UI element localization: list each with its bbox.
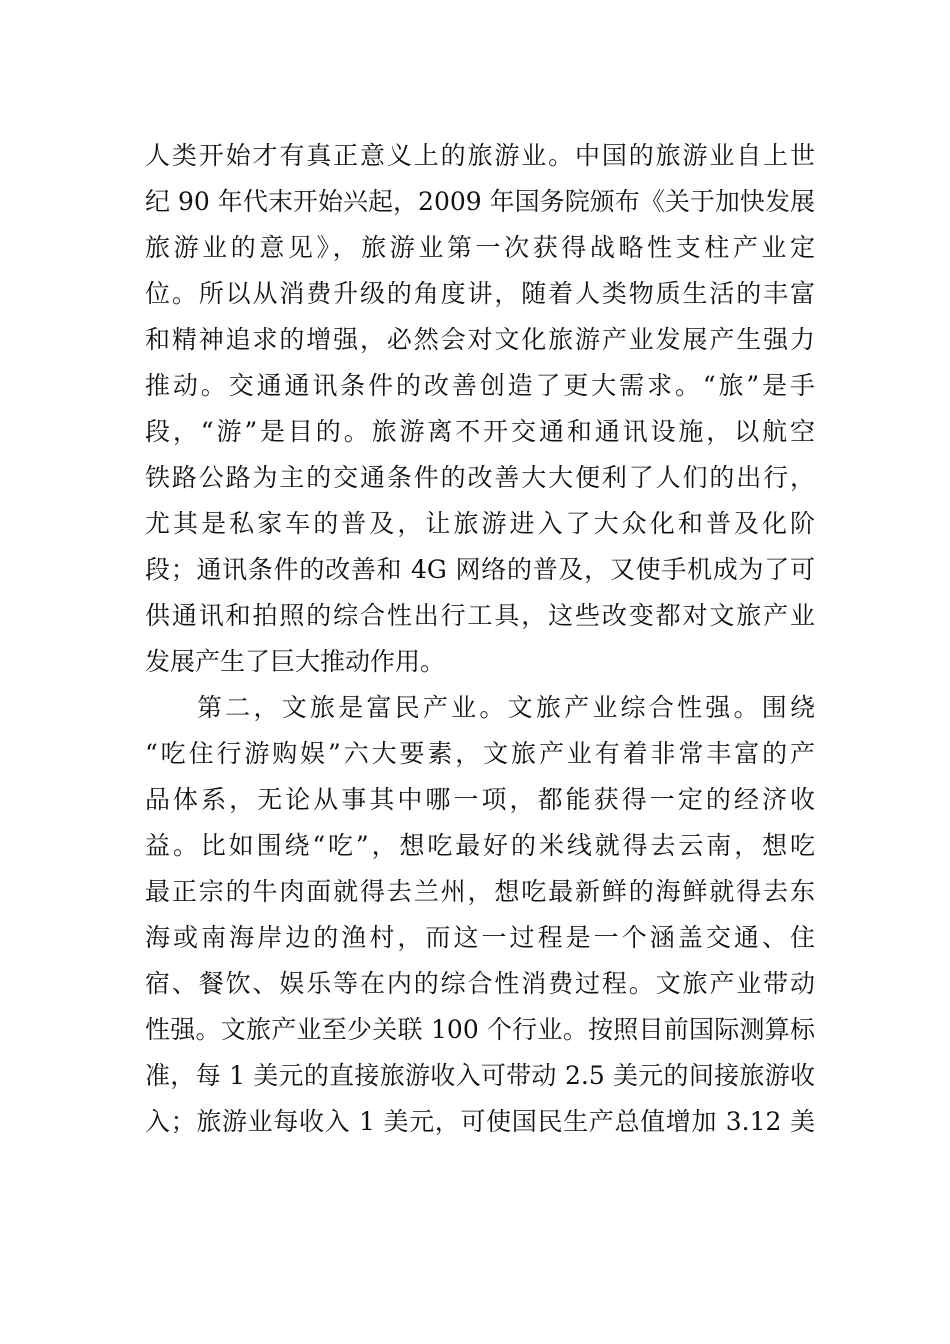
body-text bbox=[145, 133, 815, 1145]
text-line: 和精神追求的增强，必然会对文化旅游产业发展产生强力 bbox=[145, 325, 815, 354]
paragraph-end-line: 发展产生了巨大推动作用。 bbox=[145, 647, 446, 676]
text-line: 段，“游”是目的。旅游离不开交通和通讯设施，以航空 bbox=[145, 417, 815, 446]
text-line: 铁路公路为主的交通条件的改善大大便利了人们的出行， bbox=[145, 463, 815, 492]
text-line: 推动。交通通讯条件的改善创造了更大需求。“旅”是手 bbox=[145, 371, 815, 400]
text-line: 入；旅游业每收入 1 美元，可使国民生产总值增加 3.12 美 bbox=[145, 1107, 815, 1136]
text-line: 旅游业的意见》，旅游业第一次获得战略性支柱产业定 bbox=[145, 233, 815, 262]
text-line: “吃住行游购娱”六大要素，文旅产业有着非常丰富的产 bbox=[145, 739, 815, 768]
text-line: 人类开始才有真正意义上的旅游业。中国的旅游业自上世 bbox=[145, 141, 815, 170]
text-line: 海或南海岸边的渔村，而这一过程是一个涵盖交通、住 bbox=[145, 923, 815, 952]
text-line: 性强。文旅产业至少关联 100 个行业。按照目前国际测算标 bbox=[145, 1015, 815, 1044]
paragraph-first-line: 第二，文旅是富民产业。文旅产业综合性强。围绕 bbox=[197, 693, 815, 722]
text-line: 最正宗的牛肉面就得去兰州，想吃最新鲜的海鲜就得去东 bbox=[145, 877, 815, 906]
text-line: 位。所以从消费升级的角度讲，随着人类物质生活的丰富 bbox=[145, 279, 815, 308]
text-line: 段；通讯条件的改善和 4G 网络的普及，又使手机成为了可 bbox=[145, 555, 815, 584]
text-line: 尤其是私家车的普及，让旅游进入了大众化和普及化阶 bbox=[145, 509, 815, 538]
text-line: 准，每 1 美元的直接旅游收入可带动 2.5 美元的间接旅游收 bbox=[145, 1061, 815, 1090]
text-line: 供通讯和拍照的综合性出行工具，这些改变都对文旅产业 bbox=[145, 601, 815, 630]
text-line: 品体系，无论从事其中哪一项，都能获得一定的经济收 bbox=[145, 785, 815, 814]
text-line: 纪 90 年代末开始兴起，2009 年国务院颁布《关于加快发展 bbox=[145, 187, 815, 216]
text-line: 益。比如围绕“吃”，想吃最好的米线就得去云南，想吃 bbox=[145, 831, 815, 860]
text-line: 宿、餐饮、娱乐等在内的综合性消费过程。文旅产业带动 bbox=[145, 969, 815, 998]
